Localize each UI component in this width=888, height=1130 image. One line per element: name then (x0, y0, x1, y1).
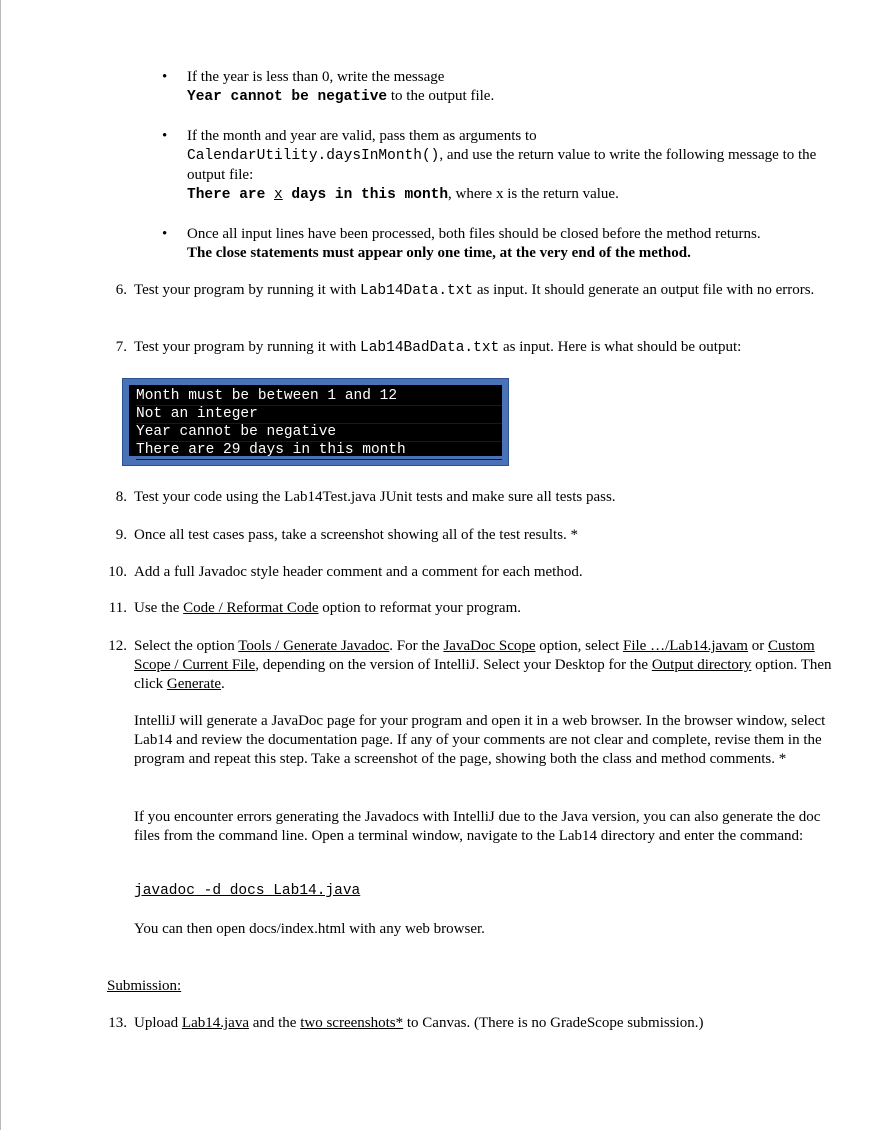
code-filename: Lab14BadData.txt (360, 340, 500, 356)
step-number: 11. (108, 600, 127, 616)
step-number: 12. (108, 638, 127, 654)
step-text: . For the (389, 638, 444, 654)
step-number: 6. (115, 282, 127, 298)
step-text: Once all test cases pass, take a screenshot showing all of the test results. * (134, 527, 579, 543)
step-6 (115, 281, 846, 301)
step-number: 9. (115, 527, 127, 543)
step-13 (108, 1014, 846, 1033)
console-output-screenshot (122, 378, 509, 466)
code-days-in-month: CalendarUtility.daysInMonth() (187, 148, 440, 164)
option-javadoc-scope: JavaDoc Scope (443, 638, 536, 654)
console-screen (129, 385, 502, 456)
code-filename: Lab14Data.txt (360, 283, 474, 299)
step-text: Upload (134, 1015, 182, 1031)
console-line: Not an integer (136, 406, 502, 424)
step-text: and the (248, 1015, 301, 1031)
step-text: . (221, 676, 225, 692)
option-file-path: File …/Lab14.javam (623, 638, 748, 654)
menu-path-generate-javadoc: Tools / Generate Javadoc (238, 638, 390, 654)
step-text: to Canvas. (There is no GradeScope submission.) (403, 1015, 704, 1031)
step-9 (115, 526, 846, 545)
bullet-text: Once all input lines have been processed, both files should be closed before the method returns. (187, 226, 761, 242)
bullet-bold-text: The close statements must appear only one time, at the very end of the method. (187, 245, 691, 261)
step-text: Test your code using the Lab14Test.java JUnit tests and make sure all tests pass. (134, 489, 616, 505)
step-text: option. Then click (134, 657, 832, 692)
file-lab14-java: Lab14.java (181, 1015, 249, 1031)
step-text: or (747, 638, 768, 654)
option-custom-scope: Custom Scope / Current File (134, 638, 815, 673)
bullet-text: , where x is the return value. (448, 186, 619, 202)
step-10 (108, 563, 846, 582)
bullet-text: , and use the return value to write the following message to the output file: (187, 147, 817, 183)
step-11 (108, 599, 846, 618)
step-text: , depending on the version of IntelliJ. Select your Desktop for the (255, 657, 652, 673)
step-text: as input. Here is what should be output: (499, 339, 742, 355)
console-line: Month must be between 1 and 12 (136, 388, 502, 406)
page-left-border (0, 0, 1, 1130)
option-output-directory: Output directory (651, 657, 752, 673)
console-line: There are 29 days in this month (136, 442, 502, 460)
code-message-part: There are (187, 187, 275, 203)
command-javadoc (134, 882, 846, 901)
bullet-text: If the year is less than 0, write the message (187, 69, 445, 85)
command-text: javadoc -d docs Lab14.java (134, 883, 361, 899)
paragraph-intellij-javadoc: IntelliJ will generate a JavaDoc page for your program and open it in a web browser. In the browser window, select Lab14 and review the documentation page. If any of your comments are not clear and complete, revise them in the program and repeat this step. Take a screenshot of the page, showing both the class and method comments. * (134, 713, 826, 767)
step-number: 10. (108, 564, 127, 580)
step-number: 13. (108, 1015, 127, 1031)
step-7 (115, 338, 846, 358)
step-number: 7. (115, 339, 127, 355)
bullet-text: If the month and year are valid, pass them as arguments to (187, 128, 537, 144)
code-year-negative-message: Year cannot be negative (187, 89, 388, 105)
step-text: Select the option (134, 638, 239, 654)
code-message-part: days in this month (282, 187, 449, 203)
step-text: Test your program by running it with (134, 282, 361, 298)
console-line: Year cannot be negative (136, 424, 502, 442)
step-8 (115, 488, 846, 507)
step-text: option, select (535, 638, 623, 654)
paragraph-open-docs: You can then open docs/index.html with any web browser. (134, 921, 485, 937)
step-text: option to reformat your program. (318, 600, 521, 616)
bullet-valid-month-year (187, 127, 837, 205)
bullet-text: to the output file. (387, 88, 495, 104)
option-generate: Generate (166, 676, 222, 692)
two-screenshots-text: two screenshots* (300, 1015, 404, 1031)
step-text: as input. It should generate an output file with no errors. (473, 282, 815, 298)
step-text: Add a full Javadoc style header comment and a comment for each method. (134, 564, 583, 580)
paragraph-javadoc-errors: If you encounter errors generating the Javadocs with IntelliJ due to the Java version, you can also generate the doc files from the command line. Open a terminal window, navigate to the Lab14 directory and enter the command: (134, 809, 821, 844)
step-text: Test your program by running it with (134, 339, 361, 355)
step-text: Use the (134, 600, 184, 616)
step-12 (108, 637, 846, 694)
bullet-year-negative (187, 68, 837, 107)
code-message-variable: x (274, 187, 283, 203)
submission-heading: Submission: (107, 978, 182, 994)
bullet-close-files (187, 225, 837, 263)
menu-path-reformat-code: Code / Reformat Code (183, 600, 319, 616)
step-number: 8. (115, 489, 127, 505)
